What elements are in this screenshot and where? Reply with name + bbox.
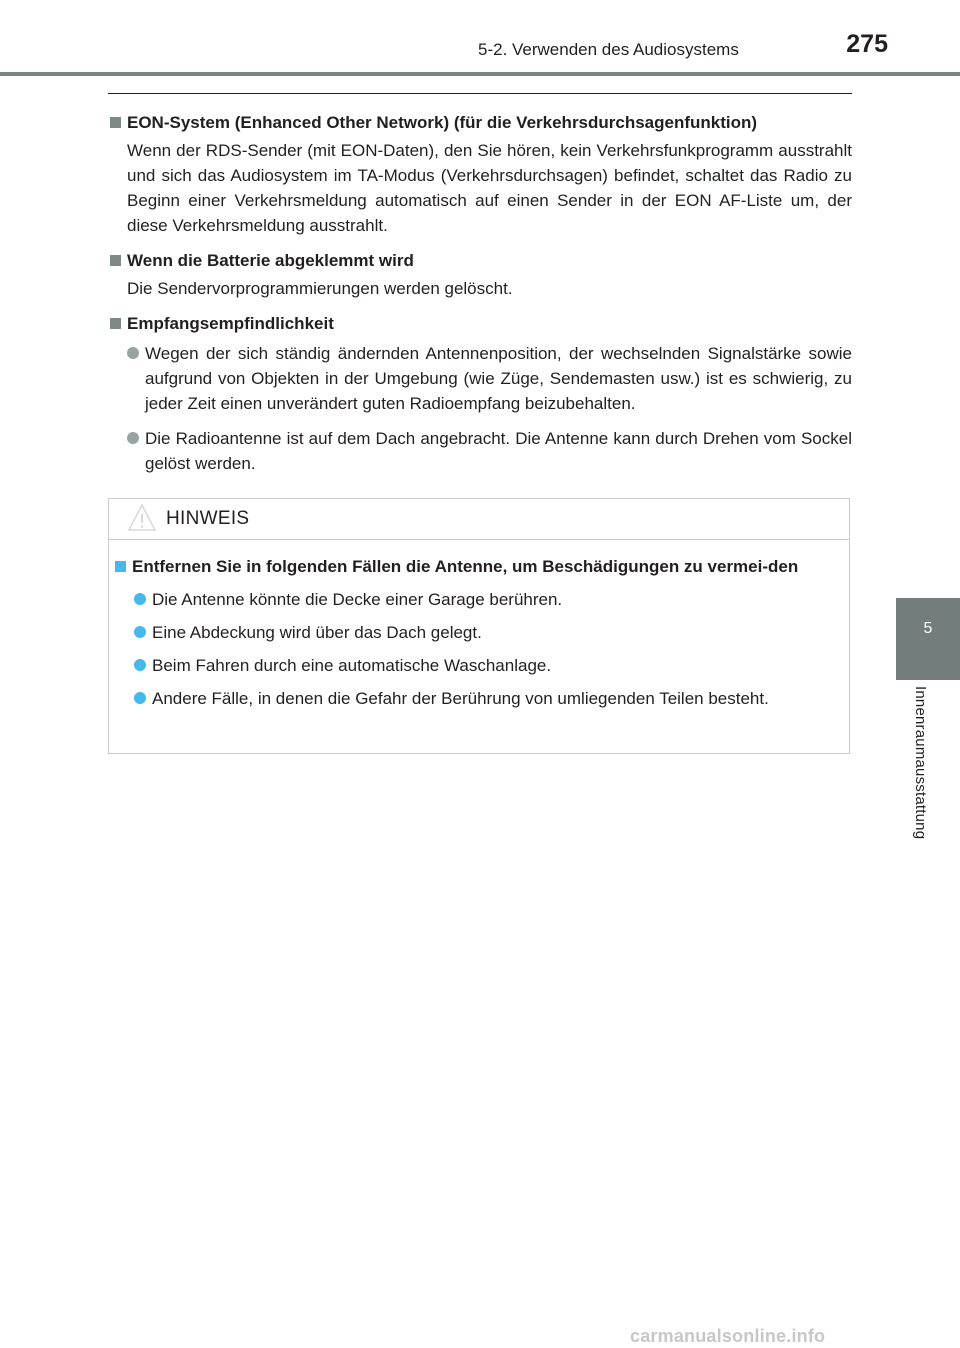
circle-bullet-icon	[134, 626, 146, 638]
bullet-text: Wegen der sich ständig ändernden Antennenposition, der wechselnden Signalstärke sowie aufgrund von Objekten in der Umgebung (wie Züge, Sendemasten usw.) ist es schwierig, zu jeder Zeit einen unverändert guten Radioempfang beizubehalten.	[145, 344, 852, 413]
main-content	[108, 110, 852, 486]
list-item	[134, 686, 843, 711]
square-bullet-icon	[110, 117, 121, 128]
page-number: 275	[846, 30, 888, 58]
list-item	[134, 653, 843, 678]
section-text: Wenn der RDS-Sender (mit EON-Daten), den Sie hören, kein Verkehrsfunkprogramm ausstrahlt und sich das Audiosystem im TA-Modus (Verkehrsdurchsagen) befindet, schaltet das Radio zu Beginn einer Verkehrsmeldung automatisch auf einen Sender in der EON AF-Liste um, der diese Verkehrsmeldung ausstrahlt.	[127, 141, 852, 235]
circle-bullet-icon	[134, 659, 146, 671]
square-bullet-icon	[110, 255, 121, 266]
list-item	[134, 587, 843, 612]
notice-body	[115, 554, 843, 711]
notice-heading	[115, 554, 843, 579]
heading-text: Empfangsempfindlichkeit	[127, 314, 334, 333]
list-item	[134, 620, 843, 645]
warning-icon	[127, 503, 157, 533]
list-item	[127, 341, 852, 416]
square-bullet-icon	[110, 318, 121, 329]
heading-text: Wenn die Batterie abgeklemmt wird	[127, 251, 414, 270]
heading-text: EON-System (Enhanced Other Network) (für die Verkehrsdurchsagenfunktion)	[127, 113, 758, 132]
top-rule	[108, 93, 852, 94]
bullet-text: Beim Fahren durch eine automatische Waschanlage.	[152, 656, 552, 675]
section-heading	[108, 248, 852, 274]
notice-box	[108, 498, 850, 754]
square-bullet-icon	[115, 561, 126, 572]
section-heading	[108, 110, 852, 136]
circle-bullet-icon	[134, 593, 146, 605]
chapter-number: 5	[923, 620, 933, 637]
section-text: Die Sendervorprogrammierungen werden gelöscht.	[127, 279, 513, 298]
bullet-text: Andere Fälle, in denen die Gefahr der Berührung von umliegenden Teilen besteht.	[152, 689, 769, 708]
bullet-text: Die Antenne könnte die Decke einer Garage berühren.	[152, 590, 563, 609]
list-item	[127, 426, 852, 476]
notice-title: HINWEIS	[166, 508, 250, 529]
bullet-text: Eine Abdeckung wird über das Dach gelegt.	[152, 623, 482, 642]
circle-bullet-icon	[127, 432, 139, 444]
circle-bullet-icon	[134, 692, 146, 704]
notice-heading-text: Entfernen Sie in folgenden Fällen die Antenne, um Beschädigungen zu vermei-den	[132, 557, 799, 576]
chapter-label: Innenraumausstattung	[912, 686, 929, 840]
section-battery	[108, 248, 852, 301]
notice-header	[109, 499, 849, 540]
section-reception	[108, 311, 852, 476]
bullet-text: Die Radioantenne ist auf dem Dach angebracht. Die Antenne kann durch Drehen vom Sockel gelöst werden.	[145, 429, 852, 473]
header-bar	[0, 72, 960, 76]
section-heading	[108, 311, 852, 337]
chapter-tab[interactable]	[896, 598, 960, 680]
header-section-title: 5-2. Verwenden des Audiosystems	[478, 40, 739, 59]
watermark: carmanualsonline.info	[630, 1326, 826, 1346]
section-eon	[108, 110, 852, 238]
circle-bullet-icon	[127, 347, 139, 359]
